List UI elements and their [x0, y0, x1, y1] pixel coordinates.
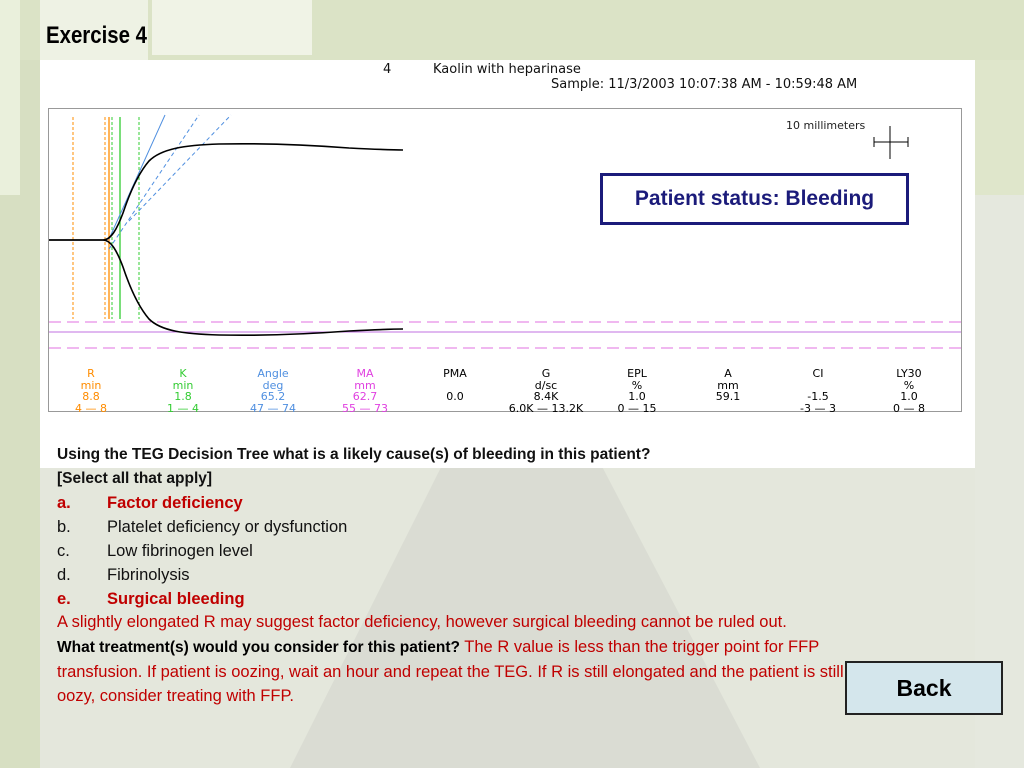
treatment-answer: The R value is less than the trigger point for FFP transfusion. If patient is oozing, wait an hour and repeat the TEG. If R is still elongated and the patient is still oozy, consider treating with FFP. — [57, 637, 844, 705]
param-name: R — [87, 367, 95, 380]
angle-range-line — [109, 115, 199, 249]
option-letter: e. — [57, 590, 71, 608]
param-name: Angle — [257, 367, 289, 380]
param-unit: d/sc — [534, 378, 558, 392]
param-value: 59.1 — [715, 390, 741, 403]
param-unit: % — [631, 378, 643, 392]
param-k — [138, 368, 228, 414]
param-name: G — [541, 367, 551, 380]
param-name: PMA — [443, 367, 467, 380]
param-name: CI — [812, 367, 824, 380]
treatment-paragraph — [57, 635, 847, 708]
param-value: 1.8 — [174, 390, 192, 403]
param-value: 62.7 — [352, 390, 378, 403]
param-name: A — [724, 367, 732, 380]
param-unit: % — [903, 378, 915, 392]
param-value: -1.5 — [807, 390, 829, 403]
param-a — [683, 368, 773, 403]
option-text: Platelet deficiency or dysfunction — [107, 518, 348, 536]
question-area — [57, 443, 917, 708]
scale-crosshair — [874, 126, 908, 159]
option-text: Surgical bleeding — [107, 590, 245, 608]
param-value: 0.0 — [446, 390, 464, 403]
param-range: 1 — 4 — [167, 401, 199, 415]
param-g — [501, 368, 591, 414]
teg-channel-number: 4 — [383, 62, 392, 77]
param-range: 4 — 8 — [75, 401, 107, 415]
param-range: 47 — 74 — [250, 401, 296, 415]
param-value: 8.8 — [82, 390, 100, 403]
scale-label: 10 millimeters — [786, 119, 866, 132]
param-value: 1.0 — [628, 390, 646, 403]
param-unit: min — [80, 378, 102, 392]
teg-sample-time: Sample: 11/3/2003 10:07:38 AM - 10:59:48 AM — [551, 77, 858, 92]
param-pma — [410, 368, 500, 403]
param-ly30 — [864, 368, 954, 414]
param-epl — [592, 368, 682, 414]
param-unit: mm — [354, 378, 376, 392]
param-name: MA — [356, 367, 374, 380]
param-value: 1.0 — [900, 390, 918, 403]
param-r — [46, 368, 136, 414]
param-name: K — [179, 367, 187, 380]
answer-option-b[interactable] — [57, 515, 917, 539]
teg-sample-type: Kaolin with heparinase — [433, 62, 581, 77]
option-letter: d. — [57, 566, 71, 584]
param-name: EPL — [627, 367, 647, 380]
teg-parameters-table — [40, 368, 975, 428]
patient-status-badge: Patient status: Bleeding — [600, 173, 909, 225]
param-ci — [773, 368, 863, 414]
param-unit: deg — [262, 378, 284, 392]
answer-option-a[interactable] — [57, 491, 917, 515]
angle-line — [109, 115, 165, 239]
param-ma — [320, 368, 410, 414]
param-range: 0 — 8 — [893, 401, 925, 415]
treatment-question: What treatment(s) would you consider for this patient? — [57, 638, 461, 656]
option-text: Fibrinolysis — [107, 566, 190, 584]
param-name: LY30 — [896, 367, 922, 380]
param-range: 6.0K — 13.2K — [508, 401, 584, 415]
back-button[interactable]: Back — [845, 661, 1003, 715]
param-unit: mm — [717, 378, 739, 392]
option-letter: b. — [57, 518, 71, 536]
param-angle — [228, 368, 318, 414]
option-letter: c. — [57, 542, 70, 560]
option-text: Low fibrinogen level — [107, 542, 253, 560]
param-range: 0 — 15 — [617, 401, 657, 415]
answer-explanation: A slightly elongated R may suggest factor deficiency, however surgical bleeding cannot be ruled out. — [57, 613, 787, 631]
option-letter: a. — [57, 494, 71, 512]
param-unit: min — [172, 378, 194, 392]
teg-panel — [40, 60, 975, 468]
teg-upper-curve — [49, 144, 403, 240]
question-instruction: [Select all that apply] — [57, 470, 213, 487]
param-range: 55 — 73 — [342, 401, 388, 415]
option-text: Factor deficiency — [107, 494, 243, 512]
param-value: 65.2 — [260, 390, 286, 403]
answer-option-e[interactable] — [57, 587, 917, 611]
answer-option-d[interactable] — [57, 563, 917, 587]
slide-title: Exercise 4 — [46, 22, 147, 49]
question-text: Using the TEG Decision Tree what is a likely cause(s) of bleeding in this patient? — [57, 446, 651, 463]
answer-option-c[interactable] — [57, 539, 917, 563]
param-range: -3 — 3 — [800, 401, 836, 415]
teg-lower-curve — [49, 240, 403, 335]
param-value: 8.4K — [533, 390, 559, 403]
